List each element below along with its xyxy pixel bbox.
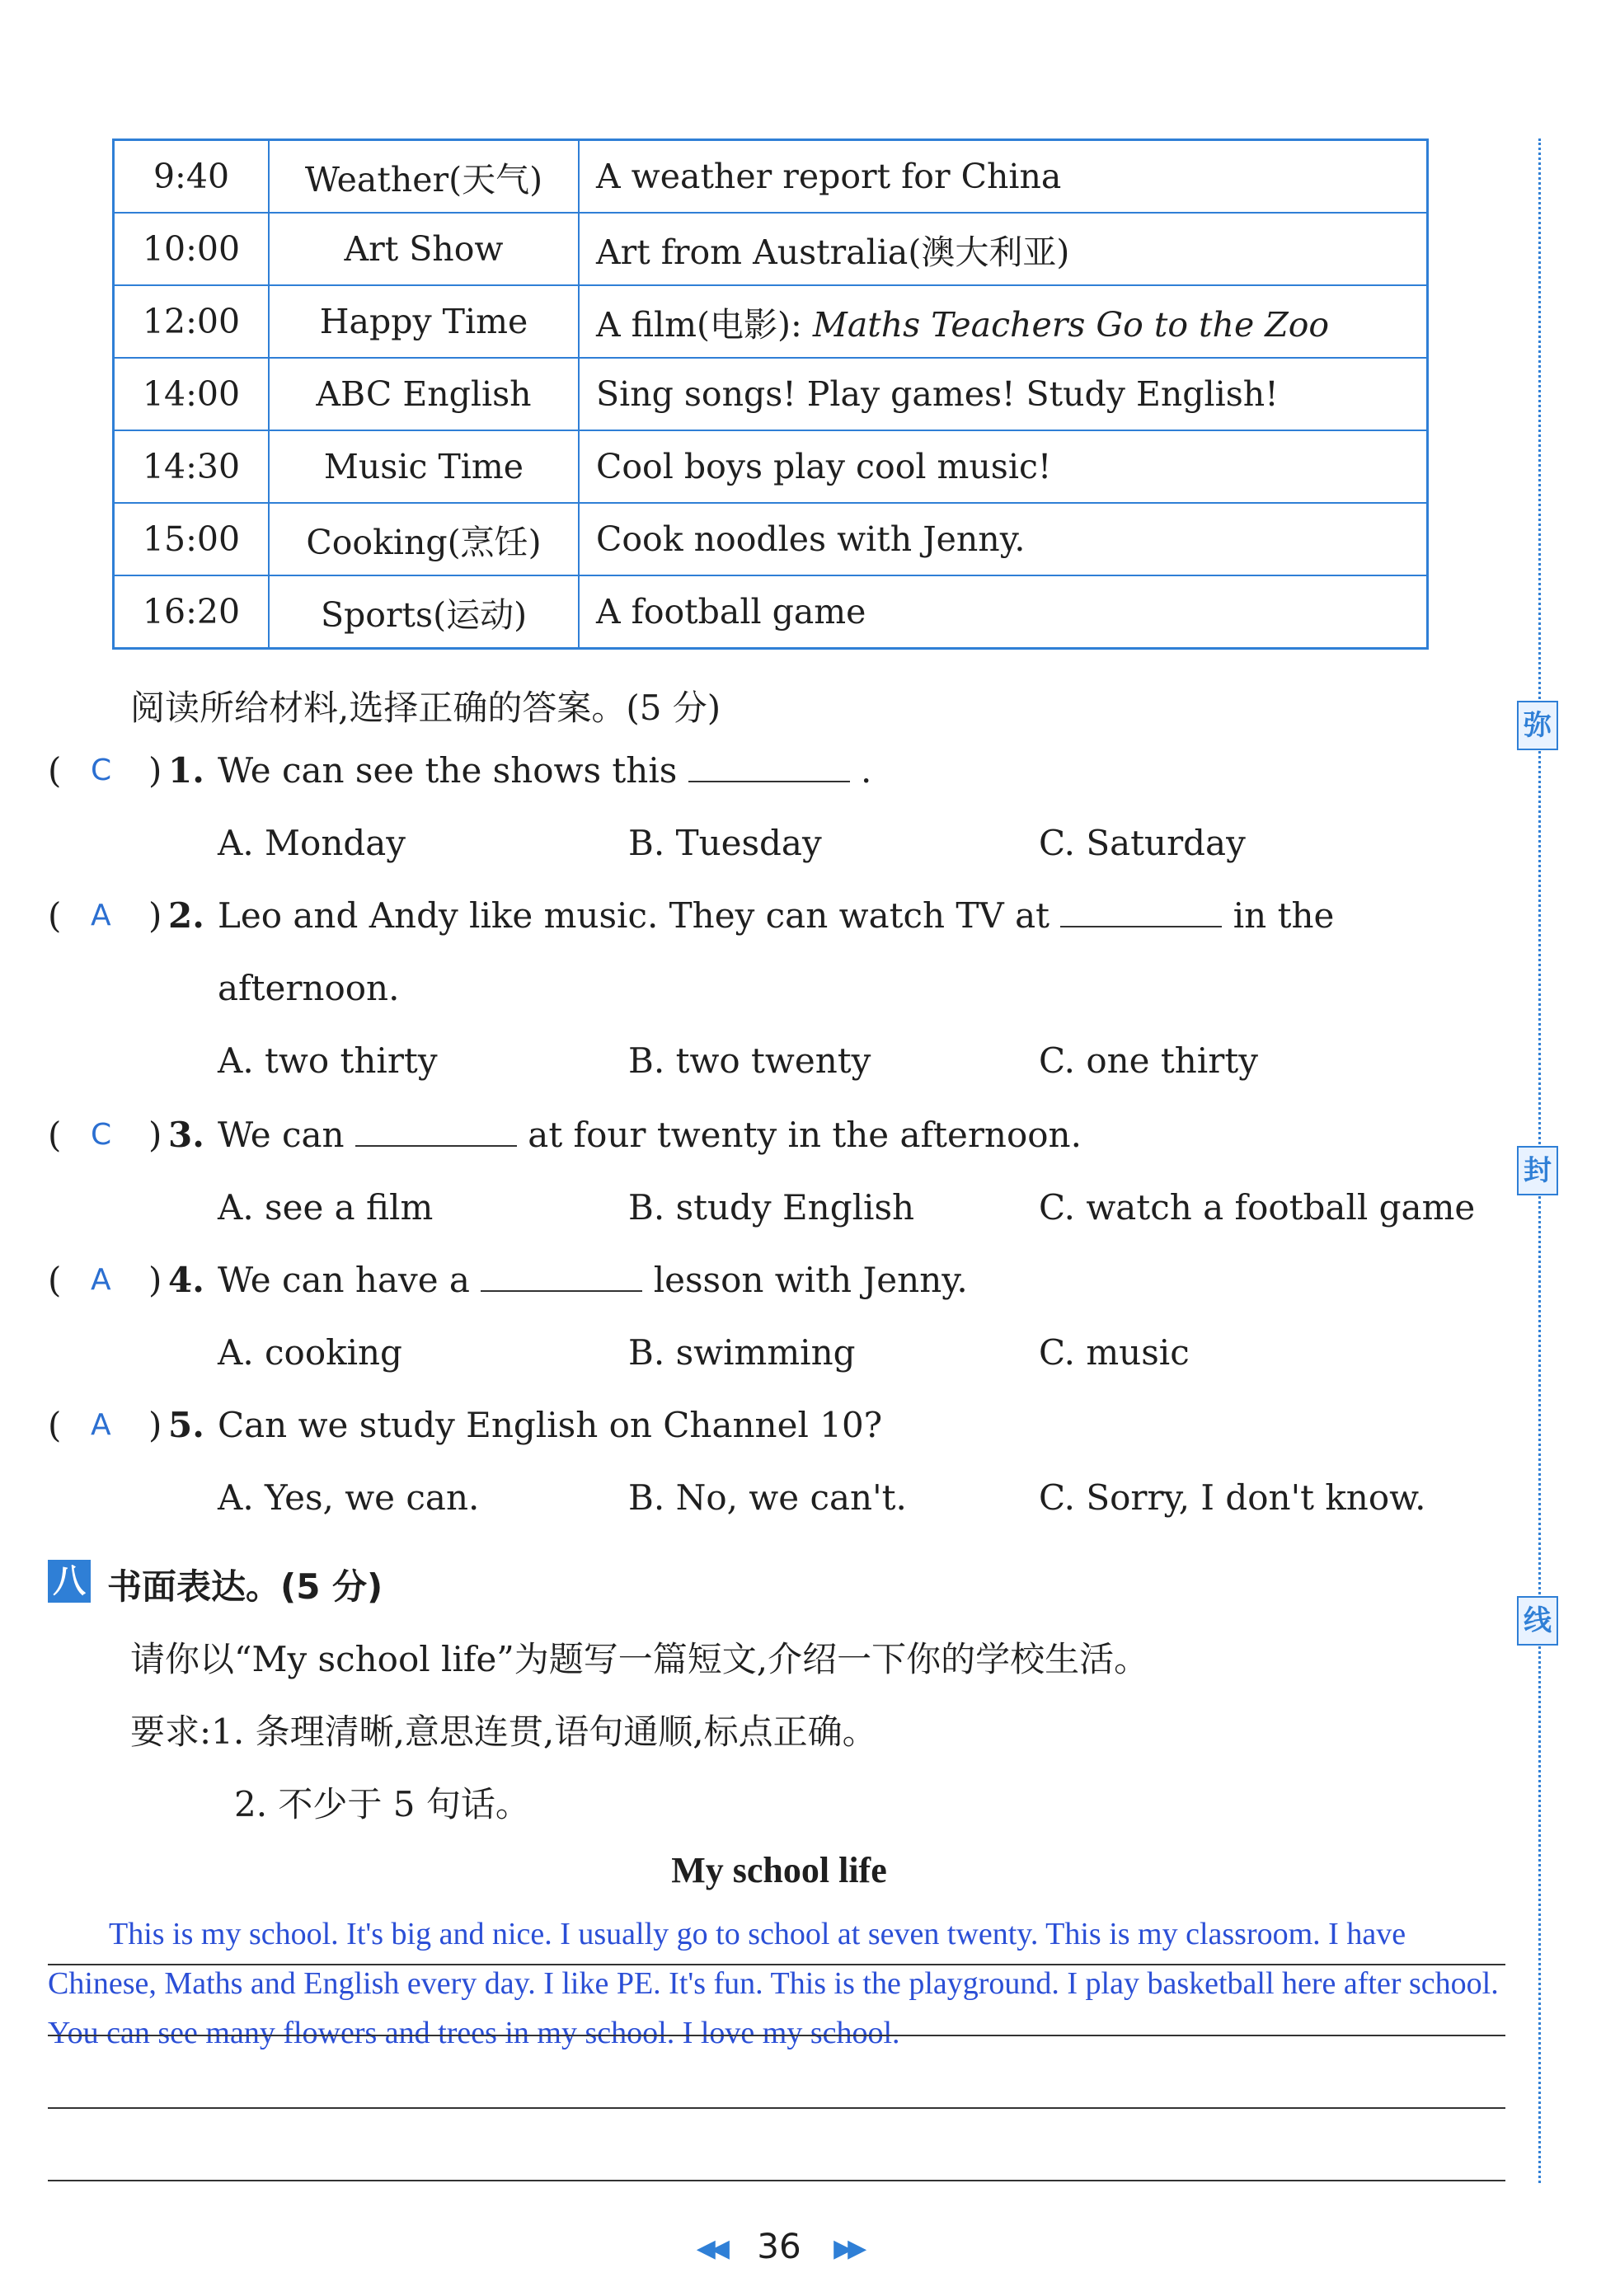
writing-prompt: 请你以“My school life”为题写一篇短文,介绍一下你的学校生活。 <box>130 1639 1149 1679</box>
answer-blank <box>1060 898 1222 927</box>
requirement-2: 2. 不少于 5 句话。 <box>234 1784 530 1824</box>
paren-close: ) <box>148 750 162 791</box>
answer-option: C. watch a football game <box>1039 1187 1476 1228</box>
program-description-cell <box>579 430 1428 503</box>
program-name: Art Show <box>269 213 579 285</box>
page-number: 36 <box>757 2226 801 2266</box>
writing-line <box>48 1964 1505 1965</box>
tv-schedule-table <box>112 139 1429 650</box>
question-text-after: lesson with Jenny. <box>653 1260 968 1300</box>
schedule-row <box>114 430 1428 503</box>
program-description-cell <box>579 358 1428 430</box>
program-name: Music Time <box>269 430 579 503</box>
program-time: 12:00 <box>114 285 270 358</box>
program-time: 15:00 <box>114 503 270 575</box>
question-number: 1. <box>168 750 204 791</box>
program-time: 14:00 <box>114 358 270 430</box>
paren-open: ( <box>48 1115 62 1155</box>
question-number: 2. <box>168 895 204 936</box>
answer-option: B. Tuesday <box>628 823 822 863</box>
question-body <box>218 1405 882 1445</box>
schedule-row <box>114 503 1428 575</box>
prev-arrows-icon: ◀◀ <box>696 2234 725 2263</box>
answer-option: B. two twenty <box>628 1040 871 1081</box>
paren-close: ) <box>148 1115 162 1155</box>
program-time: 16:20 <box>114 575 270 649</box>
writing-line <box>48 2180 1505 2181</box>
binding-label: 封 <box>1517 1146 1558 1195</box>
binding-label: 弥 <box>1517 701 1558 750</box>
paren-close: ) <box>148 1405 162 1445</box>
answer-option: A. see a film <box>218 1187 434 1228</box>
reading-instruction: 阅读所给材料,选择正确的答案。(5 分) <box>130 688 721 728</box>
program-description: Cool boys play cool music! <box>596 447 1052 486</box>
question-number: 3. <box>168 1115 204 1155</box>
page-footer <box>0 2226 1558 2266</box>
answer-letter: A <box>91 1263 111 1297</box>
answer-blank <box>481 1262 642 1292</box>
program-name: Cooking(烹饪) <box>269 503 579 575</box>
next-arrows-icon: ▶▶ <box>833 2234 862 2263</box>
program-description-cell <box>579 575 1428 649</box>
program-description-cell <box>579 503 1428 575</box>
paren-open: ( <box>48 750 62 791</box>
writing-line <box>48 2107 1505 2109</box>
answer-letter: C <box>91 754 112 787</box>
section-title: 书面表达。(5 分) <box>107 1566 383 1607</box>
question-text: We can <box>218 1115 345 1155</box>
schedule-row <box>114 140 1428 214</box>
schedule-row <box>114 358 1428 430</box>
answer-option: C. Saturday <box>1039 823 1246 863</box>
essay-title: My school life <box>671 1850 887 1890</box>
paren-open: ( <box>48 1260 62 1300</box>
program-description-cell <box>579 213 1428 285</box>
question-text: We can see the shows this <box>218 750 678 791</box>
answer-option: C. music <box>1039 1332 1190 1373</box>
answer-option: B. study English <box>628 1187 915 1228</box>
program-time: 14:30 <box>114 430 270 503</box>
program-description-cell <box>579 140 1428 214</box>
answer-letter: A <box>91 899 111 932</box>
answer-option: B. No, we can't. <box>628 1477 907 1518</box>
question-body <box>218 1260 968 1300</box>
answer-letter: C <box>91 1118 112 1152</box>
schedule-row <box>114 213 1428 285</box>
program-name: Sports(运动) <box>269 575 579 649</box>
essay-text: This is my school. It's big and nice. I usually go to school at seven twenty. This is my classroom. I have Chinese, Maths and English every day. I like PE. It's fun. This is the playground. I play basketball here after school. You can see many flowers and trees in my school. I love my school. <box>48 1917 1499 2050</box>
program-time: 10:00 <box>114 213 270 285</box>
program-description: Art from Australia(澳大利亚) <box>596 232 1070 272</box>
program-description: A film(电影): <box>596 304 802 345</box>
section-badge: 八 <box>48 1560 91 1603</box>
program-description: A football game <box>596 592 866 632</box>
program-description: A weather report for China <box>596 157 1062 196</box>
question-text-line2: afternoon. <box>218 968 400 1008</box>
program-description-cell <box>579 285 1428 358</box>
program-name: Weather(天气) <box>269 140 579 214</box>
answer-option: C. Sorry, I don't know. <box>1039 1477 1426 1518</box>
answer-blank <box>688 753 850 782</box>
answer-option: A. Yes, we can. <box>218 1477 480 1518</box>
program-name: Happy Time <box>269 285 579 358</box>
answer-option: A. cooking <box>218 1332 402 1373</box>
answer-blank <box>355 1117 517 1147</box>
requirement-1: 要求:1. 条理清晰,意思连贯,语句通顺,标点正确。 <box>130 1711 877 1752</box>
question-number: 5. <box>168 1405 204 1445</box>
question-text: Leo and Andy like music. They can watch TV at <box>218 895 1050 936</box>
program-name: ABC English <box>269 358 579 430</box>
question-number: 4. <box>168 1260 204 1300</box>
program-description: Sing songs! Play games! Study English! <box>596 374 1279 414</box>
question-text-after: at four twenty in the afternoon. <box>528 1115 1082 1155</box>
answer-option: A. two thirty <box>218 1040 438 1081</box>
answer-option: A. Monday <box>218 823 406 863</box>
answer-option: B. swimming <box>628 1332 856 1373</box>
question-text-after: in the <box>1233 895 1335 936</box>
question-text: We can have a <box>218 1260 470 1300</box>
binding-label: 线 <box>1517 1596 1558 1646</box>
paren-close: ) <box>148 895 162 936</box>
schedule-row <box>114 575 1428 649</box>
question-text: Can we study English on Channel 10? <box>218 1405 883 1445</box>
answer-letter: A <box>91 1408 111 1442</box>
question-body <box>218 750 871 791</box>
question-body <box>218 895 1334 936</box>
schedule-row <box>114 285 1428 358</box>
question-text-after: . <box>861 750 872 791</box>
film-title: Maths Teachers Go to the Zoo <box>812 304 1330 345</box>
paren-open: ( <box>48 895 62 936</box>
paren-close: ) <box>148 1260 162 1300</box>
writing-line <box>48 2035 1505 2036</box>
answer-option: C. one thirty <box>1039 1040 1258 1081</box>
program-time: 9:40 <box>114 140 270 214</box>
question-body <box>218 1115 1082 1155</box>
paren-open: ( <box>48 1405 62 1445</box>
program-description: Cook noodles with Jenny. <box>596 519 1026 559</box>
